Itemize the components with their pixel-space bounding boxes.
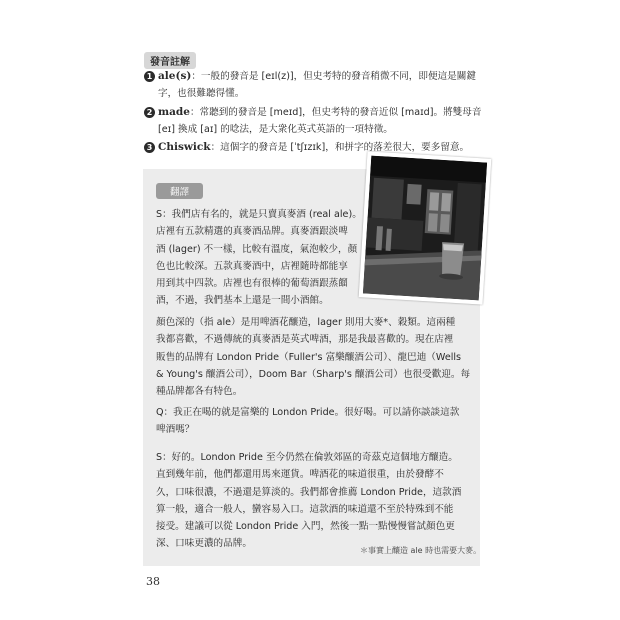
text-line: 久，口味很濃，不過還是算淡的。我們都會推薦 London Pride，這款酒	[156, 486, 462, 498]
text-line: 直到幾年前，他們都還用馬來運貨。啤酒花的味道很重，由於發酵不	[156, 469, 444, 481]
text-line: S：我們店有名的，就是只賣真麥酒 (real ale)。	[156, 209, 362, 220]
text-line: 顏色深的（指 ale）是用啤酒花釀造，lager 則用大麥*、穀類。這兩種	[156, 317, 456, 328]
note-term: made	[158, 106, 190, 118]
text-line: S：好的。London Pride 至今仍然在倫敦郊區的奇茲克這個地方釀造。	[156, 452, 458, 463]
text-line: 色也比較深。五款真麥酒中，店裡隨時都能享	[156, 260, 348, 272]
translation-paragraph-4	[156, 449, 461, 553]
text-line: 店裡有五款精選的真麥酒品牌。真麥酒跟淡啤	[156, 226, 348, 238]
page-number: 38	[146, 575, 160, 588]
note-term: Chiswick	[158, 141, 211, 153]
pub-interior-image	[363, 156, 487, 301]
text-line: 深、口味更濃的品牌。	[156, 538, 252, 550]
note-text-line2: 字，也很難聽得懂。	[158, 88, 245, 99]
note-text-line1: ：這個字的發音是 [ˈtʃɪzɪk]，和拼字的落差很大，要多留意。	[210, 142, 470, 153]
translation-paragraph-1	[156, 206, 362, 310]
pronunciation-note-3	[144, 139, 488, 156]
translation-paragraph-3	[156, 404, 459, 439]
translation-header: 翻譯	[156, 183, 203, 199]
text-line: 用到其中四款。店裡也有很棒的葡萄酒跟蒸餾	[156, 278, 348, 290]
text-line: Q：我正在喝的就是富樂的 London Pride。很好喝。可以請你談談這款	[156, 407, 460, 418]
text-line: 酒，不過，我們基本上還是一間小酒館。	[156, 295, 329, 307]
pub-photo	[359, 151, 492, 304]
pronunciation-notes-header: 發音註解	[144, 52, 196, 69]
text-line: 算一般，適合一般人，蠻容易入口。這款酒的味道還不至於特殊到不能	[156, 503, 454, 515]
note-text-line1: ：一般的發音是 [eɪl(z)]，但史考特的發音稍微不同，即便這是關鍵	[191, 71, 476, 82]
note-text-line1: ：常聽到的發音是 [meɪd]，但史考特的發音近似 [maɪd]。將雙母音	[189, 107, 482, 118]
text-line: 我都喜歡，不過傳統的真麥酒是英式啤酒，那是我最喜歡的。現在店裡	[156, 334, 454, 346]
note-number-badge: 1	[144, 71, 155, 82]
text-line: 酒 (lager) 不一樣，比較有溫度，氣泡較少，顏	[156, 243, 358, 255]
text-line: 接受。建議可以從 London Pride 入門，然後一點一點慢慢嘗試顏色更	[156, 521, 455, 533]
text-line: 啤酒嗎？	[156, 424, 195, 436]
note-number-badge: 2	[144, 107, 155, 118]
text-line: 種品牌都各有特色。	[156, 386, 243, 398]
note-term: ale(s)	[158, 70, 192, 82]
footnote: ＊事實上釀造 ale 時也需要大麥。	[360, 546, 482, 555]
text-line: 販售的品牌有 London Pride（Fuller's 富樂釀酒公司）、龍巴迪（Wells	[156, 351, 462, 363]
pronunciation-note-2	[144, 104, 488, 138]
pronunciation-note-1	[144, 68, 488, 102]
note-text-line2: [eɪ] 換成 [aɪ] 的唸法，是大衆化英式英語的一項特徵。	[158, 124, 393, 135]
note-number-badge: 3	[144, 142, 155, 153]
text-line: & Young's 釀酒公司），Doom Bar（Sharp's 釀酒公司）也很受歡迎。每	[156, 368, 471, 380]
translation-paragraph-2	[156, 314, 470, 400]
